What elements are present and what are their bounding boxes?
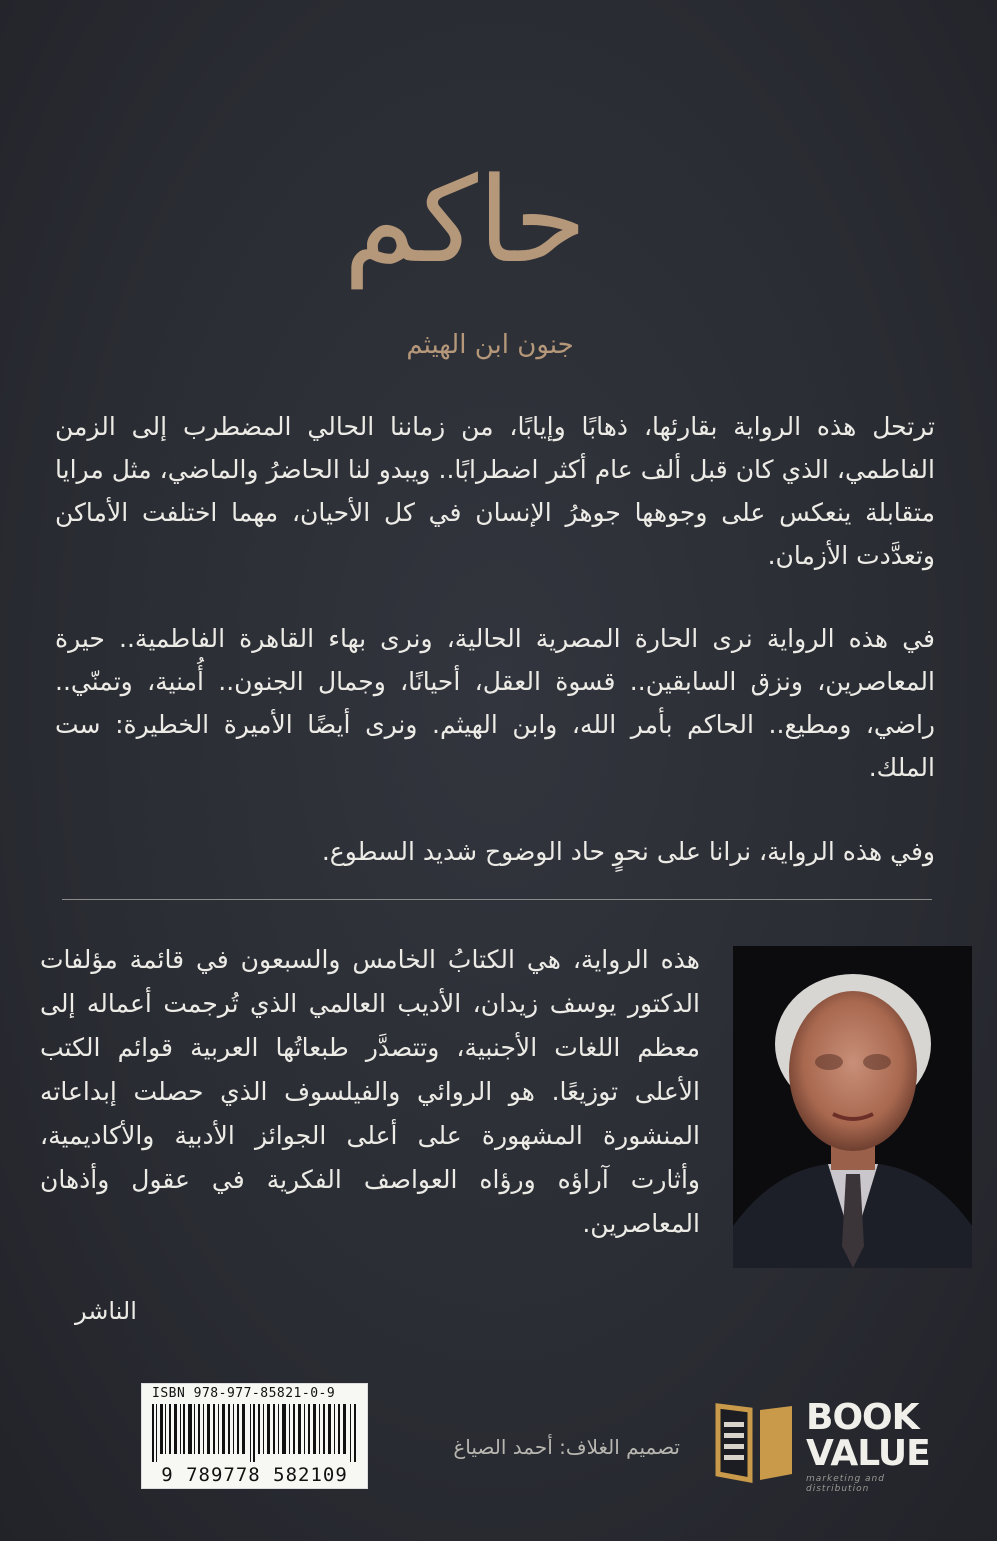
synopsis-paragraph-2: في هذه الرواية نرى الحارة المصرية الحالية، ونرى بهاء القاهرة الفاطمية.. حيرة المعاصرين، ونزق السابقين.. قسوة العقل، أحيانًا، وجمال الجنون.. أُمنية، وتمنّي.. راضي، ومطيع.. الحاكم بأمر الله، وابن الهيثم. ونرى أيضًا الأميرة الخطيرة: ست الملك. — [55, 624, 935, 782]
isbn-label: ISBN 978-977-85821-0-9 — [152, 1386, 336, 1401]
section-divider — [62, 899, 932, 900]
synopsis-paragraph-3: وفي هذه الرواية، نرانا على نحوٍ حاد الوضوح شديد السطوع. — [321, 837, 935, 866]
logo-text-book: BOOK — [806, 1397, 919, 1438]
cover-design-credit: تصميم الغلاف: أحمد الصياغ — [453, 1435, 680, 1459]
logo-text-value: VALUE — [806, 1433, 930, 1474]
barcode-digits: 9 789778 582109 — [161, 1464, 348, 1486]
publisher-signature: الناشر — [75, 1297, 137, 1325]
logo-tagline: marketing and distribution — [806, 1474, 885, 1494]
publisher-logo — [710, 1396, 930, 1494]
book-value-logo-icon — [710, 1396, 800, 1486]
synopsis-paragraph-1: ترتحل هذه الرواية بقارئها، ذهابًا وإيابًا، من زماننا الحالي المضطرب إلى الزمن الفاطمي، الذي كان قبل ألف عام أكثر اضطرابًا.. ويبدو لنا الحاضرُ والماضي، مثل مرايا متقابلة ينعكس على وجوهها جوهرُ الإنسان في كل الأحيان، مهما اختلفت الأماكن وتعدَّدت الأزمان. — [55, 412, 935, 570]
barcode — [141, 1383, 368, 1489]
author-photo — [733, 946, 972, 1268]
barcode-bars — [152, 1404, 357, 1462]
author-bio: هذه الرواية، هي الكتابُ الخامس والسبعون في قائمة مؤلفات الدكتور يوسف زيدان، الأديب العالمي الذي تُرجمت أعماله إلى معظم اللغات الأجنبية، وتتصدَّر طبعاتُها العربية قوائم الكتب الأعلى توزيعًا. هو الروائي والفيلسوف الذي حصلت إبداعاته المنشورة المشهورة على أعلى الجوائز الأدبية والأكاديمية، وأثارت آراؤه ورؤاه العواصف الفكرية في عقول وأذهان المعاصرين. — [40, 945, 700, 1238]
book-title: حاكم — [343, 151, 587, 289]
book-subtitle: جنون ابن الهيثم — [406, 330, 574, 360]
